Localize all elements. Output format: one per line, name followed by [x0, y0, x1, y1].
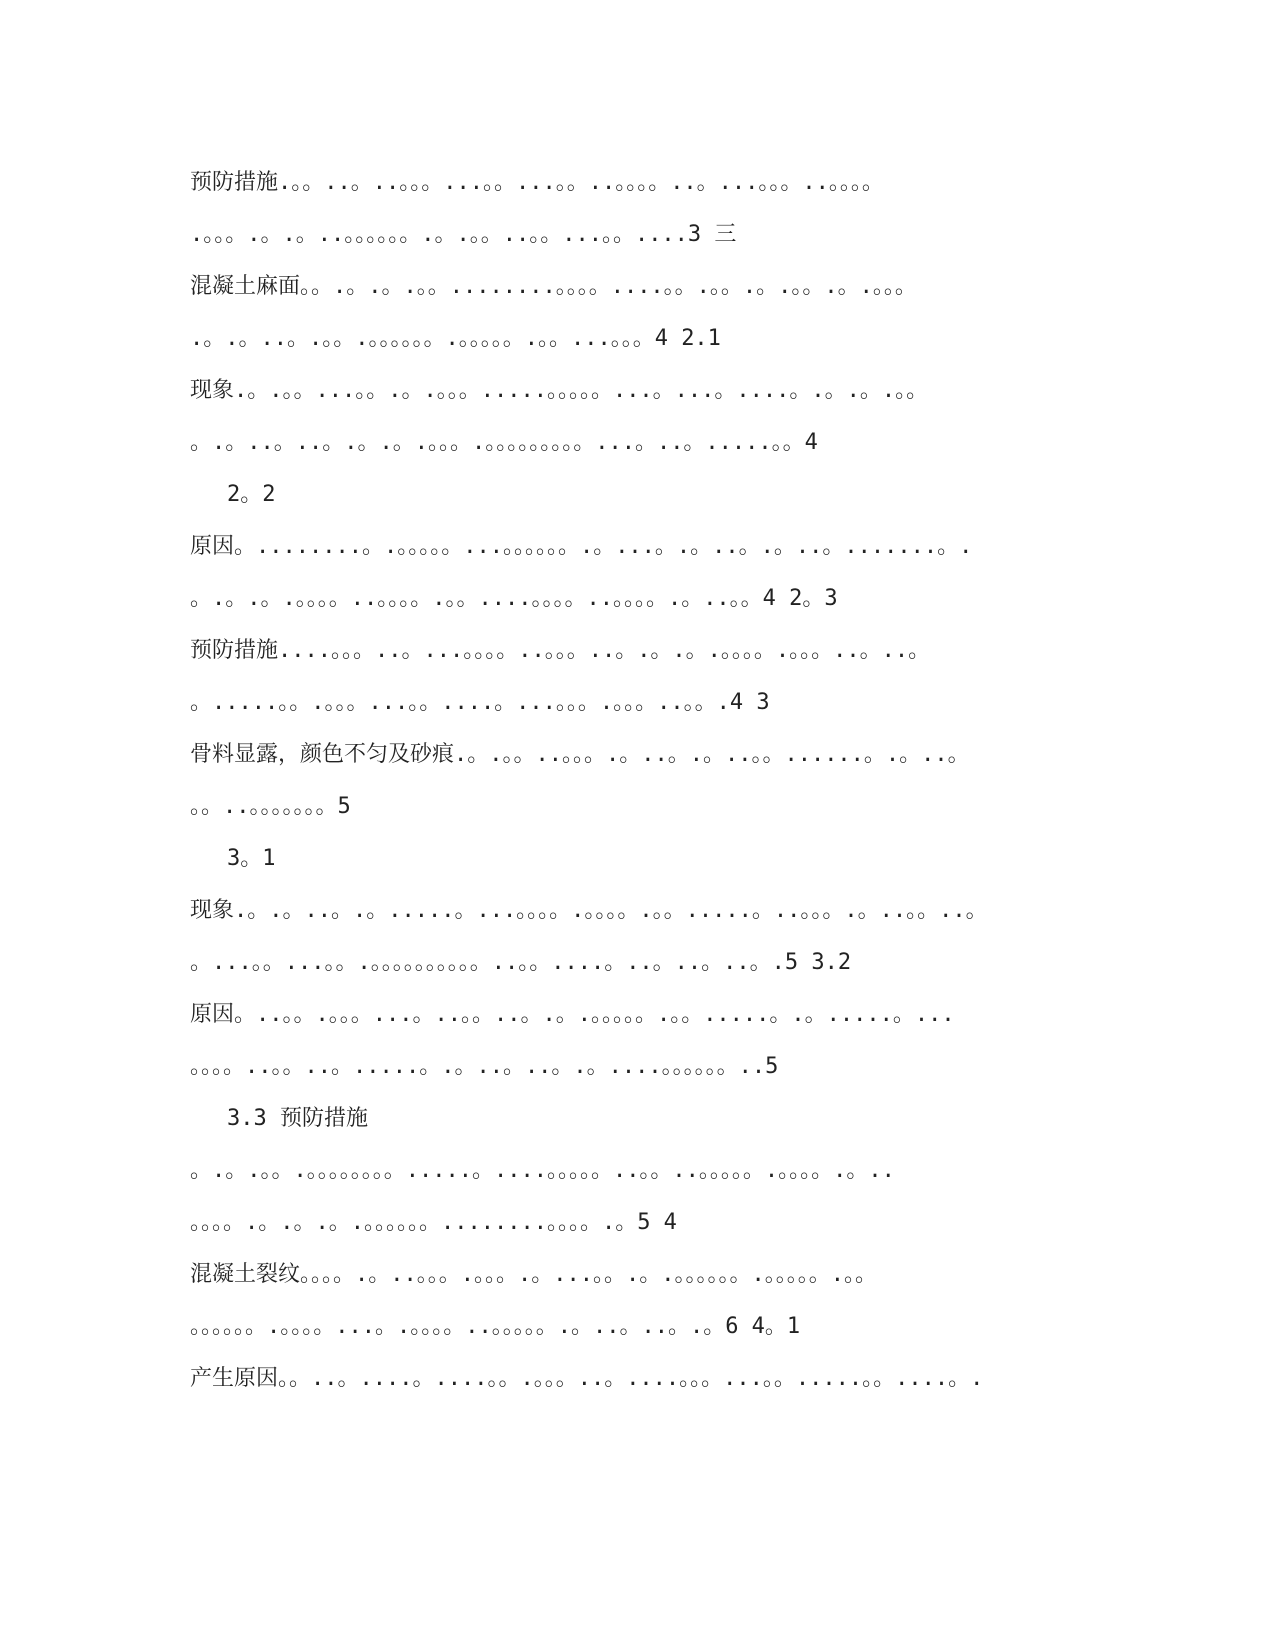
toc-line: 原因。..。。.。。。...。..。。..。.。.。。。。。.。。.....。.。.....。...: [190, 1002, 955, 1027]
toc-line: .。.。..。.。。.。。。。。。.。。。。。.。。...。。。4 2.1: [190, 326, 721, 351]
toc-line: 。.。.。。.。。。。。。。。.....。....。。。。。..。。..。。。。。.。。。。.。..: [190, 1158, 895, 1183]
toc-line: 现象.。.。..。.。.....。...。。。。.。。。。.。。.....。..。。。.。..。。..。: [190, 898, 988, 923]
toc-line: 混凝土裂纹。。。。.。..。。。.。。。.。...。。.。.。。。。。。.。。。。。.。。: [190, 1262, 877, 1287]
toc-line: 。。。。..。。..。.....。.。..。..。.。....。。。。。。..5: [190, 1054, 779, 1079]
toc-line: 2。2: [227, 482, 276, 507]
toc-line: 。。..。。。。。。。5: [190, 794, 351, 819]
toc-line: 原因。........。.。。。。。...。。。。。。.。...。.。..。.。..。.......。.: [190, 534, 973, 559]
toc-line: 。。。。.。.。.。.。。。。。。........。。。。.。5 4: [190, 1210, 677, 1235]
toc-line: 混凝土麻面。。.。.。.。。........。。。。....。。.。。.。.。。.。.。。。: [190, 274, 917, 299]
toc-line: 。.....。。.。。。...。。....。...。。。.。。。..。。.4 3: [190, 690, 770, 715]
toc-line: 现象.。.。。...。。.。.。。。.....。。。。。...。...。....。.。.。.。。: [190, 378, 929, 403]
toc-line: 骨料显露，颜色不匀及砂痕.。.。。..。。。.。..。.。..。。......。.。..。: [190, 742, 970, 767]
toc-line: .。。。.。.。..。。。。。。.。.。。..。。...。。....3 三: [190, 222, 737, 247]
toc-line: 预防措施.。。..。..。。。...。。...。。..。。。。..。...。。。..。。。。: [190, 170, 884, 195]
toc-line: 。。。。。。.。。。。...。.。。。。..。。。。。.。..。..。.。6 4。1: [190, 1314, 801, 1339]
toc-line: 。.。..。..。.。.。.。。。.。。。。。。。。。...。..。.....。。4: [190, 430, 818, 455]
toc-line: 预防措施....。。。..。...。。。。..。。。..。.。.。.。。。。.。。。..。..。: [190, 638, 931, 663]
toc-line: 。.。.。.。。。。..。。。。.。。....。。。。..。。。。.。..。。4 2。3: [190, 586, 838, 611]
toc-line: 产生原因。。..。....。....。。.。。。..。....。。。...。。.....。。....。.: [190, 1366, 984, 1391]
toc-line: 3。1: [227, 846, 276, 871]
toc-line: 。...。。...。。.。。。。。。。。。。..。。....。..。..。..。.5 3.2: [190, 950, 852, 975]
toc-line: 3.3 预防措施: [227, 1106, 368, 1131]
